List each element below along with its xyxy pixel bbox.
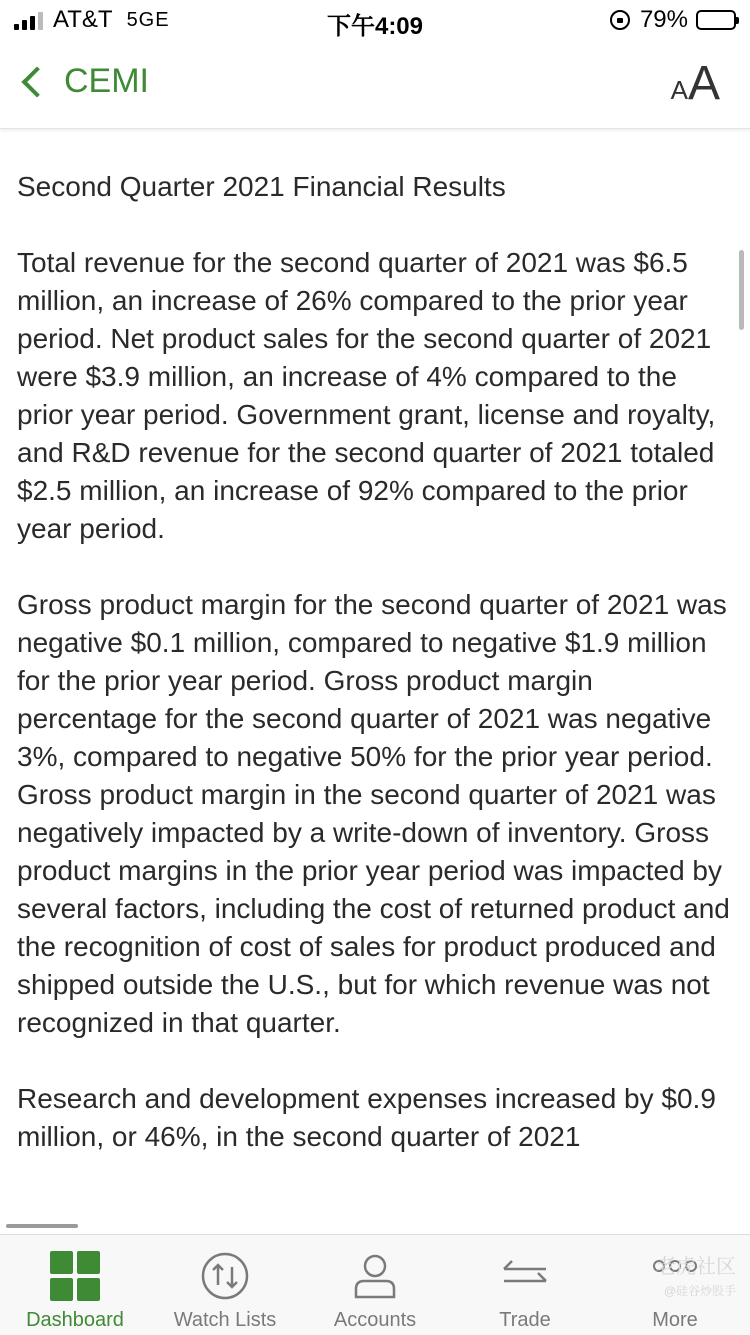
watermark	[656, 1255, 736, 1303]
clock: 下午4:09	[326, 13, 424, 40]
font-size-button[interactable]	[671, 56, 720, 111]
back-label: CEMI	[64, 62, 149, 100]
article-body	[17, 160, 733, 1225]
tab-label: Trade	[499, 1309, 551, 1331]
tab-watch-lists[interactable]	[150, 1235, 300, 1335]
back-button[interactable]	[16, 62, 149, 101]
status-right	[610, 6, 736, 34]
tab-trade[interactable]	[450, 1235, 600, 1335]
tab-dashboard[interactable]	[0, 1235, 150, 1335]
battery-icon	[696, 10, 736, 30]
article-paragraph: Gross product margin for the second quarter of 2021 was negative $0.1 million, compared to negative $1.9 million for the prior year period. Gross product margin percentage for the second quarter of 2021 was negative 3%, compared to negative 50% for the prior year period. Gross product margin in the second quarter of 2021 was negatively impacted by a write-down of inventory. Gross product margins in the prior year period was impacted by several factors, including the cost of returned product and the recognition of cost of sales for product produced and shipped outside the U.S., but for which revenue was not recognized in that quarter.	[17, 589, 730, 1038]
accounts-icon	[350, 1251, 400, 1306]
network-label: 5GE	[126, 8, 170, 31]
trade-icon	[500, 1251, 550, 1306]
tab-bar	[0, 1234, 750, 1335]
rotation-lock-icon	[610, 10, 630, 30]
horizontal-scrollbar[interactable]	[6, 1224, 78, 1228]
tab-accounts[interactable]	[300, 1235, 450, 1335]
carrier-label: AT&T	[53, 6, 113, 33]
font-size-large-icon: A	[687, 57, 720, 110]
watermark-title: 老虎社区	[656, 1256, 736, 1278]
tab-label: More	[652, 1309, 698, 1331]
watch-lists-icon	[200, 1251, 250, 1306]
dashboard-icon	[50, 1251, 100, 1301]
status-bar	[0, 0, 750, 40]
tab-label: Dashboard	[26, 1309, 124, 1331]
nav-bar	[0, 40, 750, 129]
article-heading: Second Quarter 2021 Financial Results	[17, 171, 506, 202]
tab-label: Watch Lists	[173, 1309, 277, 1331]
font-size-small-icon: A	[670, 75, 688, 105]
battery-percent: 79%	[639, 6, 688, 33]
chevron-left-icon	[21, 66, 52, 97]
tab-label: Accounts	[333, 1309, 417, 1331]
article-paragraph: Total revenue for the second quarter of 2021 was $6.5 million, an increase of 26% compared to the prior year period. Net product sales for the second quarter of 2021 were $3.9 million, an increase of 4% compared to the prior year period. Government grant, license and royalty, and R&D revenue for the second quarter of 2021 totaled $2.5 million, an increase of 92% compared to the prior year period.	[17, 247, 716, 544]
watermark-handle: @硅谷炒股手	[663, 1284, 736, 1298]
article-paragraph: Research and development expenses increased by $0.9 million, or 46%, in the second quarter of 2021	[17, 1083, 716, 1152]
vertical-scrollbar[interactable]	[739, 250, 744, 330]
